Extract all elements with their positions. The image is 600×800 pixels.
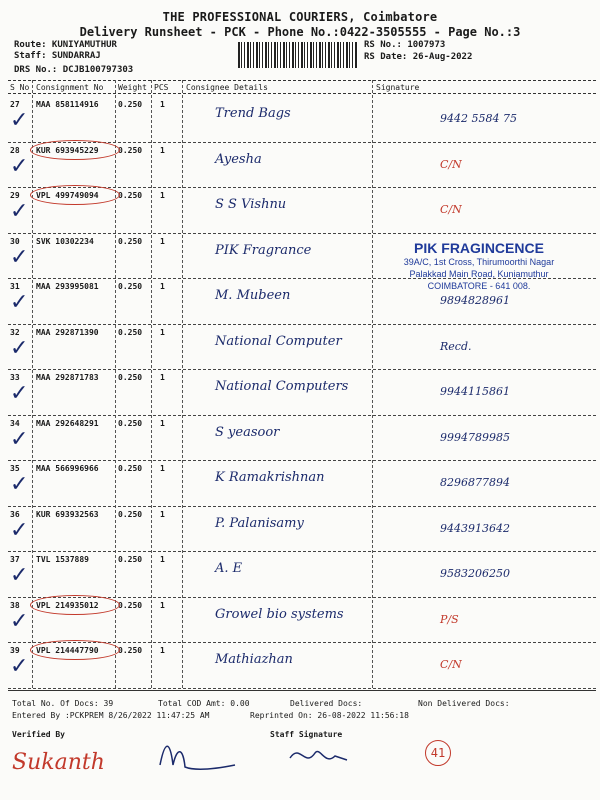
row-sno: 27	[10, 100, 20, 109]
row-sno: 33	[10, 373, 20, 382]
row-consignment-no: VPL 499749094	[36, 191, 99, 200]
row-signature: C/N	[440, 658, 462, 671]
row-pcs: 1	[160, 236, 165, 246]
row-consignee: M. Mubeen	[215, 288, 291, 303]
verified-by-label: Verified By	[12, 730, 65, 739]
row-consignment-no: VPL 214447790	[36, 646, 99, 655]
table-row	[0, 324, 600, 370]
row-pcs: 1	[160, 373, 165, 382]
row-consignment-no: MAA 293995081	[36, 282, 99, 291]
row-sno: 36	[10, 509, 20, 519]
row-consignment-no: MAA 292871390	[36, 327, 99, 337]
tick-mark-icon: ✓	[10, 608, 29, 634]
row-signature: 9443913642	[440, 521, 510, 535]
consignment-circle-mark	[30, 640, 120, 660]
tick-mark-icon: ✓	[10, 290, 29, 315]
header-weight: Weight	[118, 83, 147, 92]
row-consignee: P. Palanisamy	[215, 515, 304, 531]
header-pcs: PCS	[154, 83, 169, 92]
row-weight: 0.250	[118, 555, 143, 564]
stamp-line: Palakkad Main Road, Kuniamuthur	[409, 269, 549, 279]
consignment-circle-mark	[30, 595, 120, 615]
row-weight: 0.250	[118, 100, 143, 109]
tick-mark-icon: ✓	[10, 654, 29, 679]
row-divider	[8, 688, 596, 689]
row-signature: 9894828961	[440, 294, 510, 307]
staff-signature-label: Staff Signature	[270, 730, 343, 739]
row-weight: 0.250	[118, 373, 143, 382]
table-row	[0, 506, 600, 552]
table-row	[0, 96, 600, 142]
header-signature: Signature	[376, 83, 420, 92]
row-signature: C/N	[440, 157, 462, 171]
row-pcs: 1	[160, 100, 165, 109]
tick-mark-icon: ✓	[10, 244, 29, 270]
tick-mark-icon: ✓	[10, 472, 29, 497]
tick-mark-icon: ✓	[10, 563, 29, 588]
tick-mark-icon: ✓	[10, 426, 29, 452]
row-consignment-no: MAA 858114916	[36, 100, 99, 109]
row-consignment-no: MAA 292871783	[36, 373, 99, 382]
table-row	[0, 597, 600, 643]
table-row	[0, 642, 600, 688]
row-pcs: 1	[160, 600, 165, 610]
row-weight: 0.250	[118, 236, 143, 246]
stamp-name: PIK FRAGINCENCE	[414, 240, 544, 256]
row-sno: 30	[10, 236, 20, 246]
row-consignment-no: MAA 566996966	[36, 464, 99, 473]
row-pcs: 1	[160, 509, 165, 519]
row-consignee: National Computer	[215, 333, 342, 349]
row-weight: 0.250	[118, 600, 143, 610]
row-sno: 35	[10, 464, 20, 473]
row-consignment-no: KUR 693932563	[36, 509, 99, 519]
rs-number: RS No.: 1007973	[364, 40, 446, 50]
row-weight: 0.250	[118, 418, 143, 428]
row-pcs: 1	[160, 327, 165, 337]
consignment-circle-mark	[30, 140, 120, 160]
table-bottom-rule	[8, 690, 596, 691]
header-sno: S No	[10, 83, 30, 92]
row-consignee: Trend Bags	[215, 106, 291, 121]
row-signature: 8296877894	[440, 476, 510, 489]
stamp-line: COIMBATORE - 641 008.	[427, 281, 531, 291]
row-consignee: K Ramakrishnan	[215, 470, 325, 485]
row-pcs: 1	[160, 418, 165, 428]
row-consignee: Growel bio systems	[215, 606, 344, 622]
row-sno: 38	[10, 600, 20, 610]
row-pcs: 1	[160, 464, 165, 473]
row-pcs: 1	[160, 282, 165, 291]
row-weight: 0.250	[118, 145, 143, 155]
total-cod: Total COD Amt: 0.00	[158, 699, 250, 708]
row-sno: 39	[10, 646, 20, 655]
consignment-circle-mark	[30, 185, 120, 205]
verifier-signature: Sukanth	[12, 750, 105, 775]
staff-signature	[285, 738, 355, 773]
row-consignment-no: SVK 10302234	[36, 236, 94, 246]
row-weight: 0.250	[118, 509, 143, 519]
row-consignee: S yeasoor	[215, 424, 280, 440]
tick-mark-icon: ✓	[10, 108, 29, 133]
row-pcs: 1	[160, 191, 165, 200]
delivered-docs: Delivered Docs:	[290, 699, 363, 708]
entered-by: Entered By :PCKPREM 8/26/2022 11:47:25 AM	[12, 711, 210, 720]
table-row	[0, 142, 600, 188]
row-consignee: PIK Fragrance	[215, 242, 312, 258]
row-weight: 0.250	[118, 282, 143, 291]
reprinted-on: Reprinted On: 26-08-2022 11:56:18	[250, 711, 409, 720]
circled-count	[425, 740, 451, 766]
row-consignee: Mathiazhan	[215, 652, 293, 667]
row-consignee: A. E	[215, 561, 243, 576]
table-row	[0, 460, 600, 506]
row-consignment-no: MAA 292648291	[36, 418, 99, 428]
row-consignment-no: TVL 1537889	[36, 555, 89, 564]
barcode	[238, 42, 358, 68]
row-weight: 0.250	[118, 327, 143, 337]
header-consignment: Consignment No	[36, 83, 104, 92]
runsheet-title: THE PROFESSIONAL COURIERS, Coimbatore	[162, 10, 438, 24]
row-pcs: 1	[160, 646, 165, 655]
row-sno: 32	[10, 327, 20, 337]
row-consignee: S S Vishnu	[215, 197, 287, 212]
row-signature: 9994789985	[440, 430, 510, 444]
tick-mark-icon: ✓	[10, 517, 29, 543]
table-row	[0, 551, 600, 597]
table-top-rule	[8, 80, 596, 81]
tick-mark-icon: ✓	[10, 153, 29, 179]
rs-date: RS Date: 26-Aug-2022	[364, 52, 473, 62]
staff-label: Staff: SUNDARRAJ	[14, 51, 101, 61]
row-signature: 9442 5584 75	[440, 112, 517, 125]
row-sno: 28	[10, 145, 20, 155]
table-header-rule	[8, 93, 596, 94]
drs-label: DRS No.: DCJB100797303	[14, 65, 134, 75]
row-pcs: 1	[160, 145, 165, 155]
row-pcs: 1	[160, 555, 165, 564]
row-weight: 0.250	[118, 646, 143, 655]
row-sno: 29	[10, 191, 20, 200]
company-stamp	[384, 240, 574, 292]
table-row	[0, 415, 600, 461]
non-delivered-docs: Non Delivered Docs:	[418, 699, 510, 708]
row-consignee: Ayesha	[215, 151, 262, 167]
row-signature: 9944115861	[440, 385, 510, 398]
table-row	[0, 187, 600, 233]
row-consignee: National Computers	[215, 379, 349, 394]
tick-mark-icon: ✓	[10, 381, 29, 406]
row-sno: 31	[10, 282, 20, 291]
row-sno: 37	[10, 555, 20, 564]
route-label: Route: KUNIYAMUTHUR	[14, 40, 117, 50]
row-signature: Recd.	[440, 339, 472, 353]
tick-mark-icon: ✓	[10, 335, 29, 361]
row-weight: 0.250	[118, 191, 143, 200]
runsheet-subtitle: Delivery Runsheet - PCK - Phone No.:0422-3505555 - Page No.:3	[79, 25, 521, 39]
tick-mark-icon: ✓	[10, 199, 29, 224]
staff-signature-scribble	[155, 735, 245, 780]
row-sno: 34	[10, 418, 20, 428]
row-signature: 9583206250	[440, 567, 510, 580]
row-signature: C/N	[440, 203, 462, 216]
circled-count-text: 41	[430, 746, 446, 760]
row-weight: 0.250	[118, 464, 143, 473]
header-consignee: Consignee Details	[186, 83, 268, 92]
table-row	[0, 369, 600, 415]
row-consignment-no: KUR 693945229	[36, 145, 99, 155]
row-consignment-no: VPL 214935012	[36, 600, 99, 610]
stamp-line: 39A/C, 1st Cross, Thirumoorthi Nagar	[403, 257, 555, 267]
total-docs: Total No. Of Docs: 39	[12, 699, 114, 708]
row-signature: P/S	[440, 612, 459, 626]
